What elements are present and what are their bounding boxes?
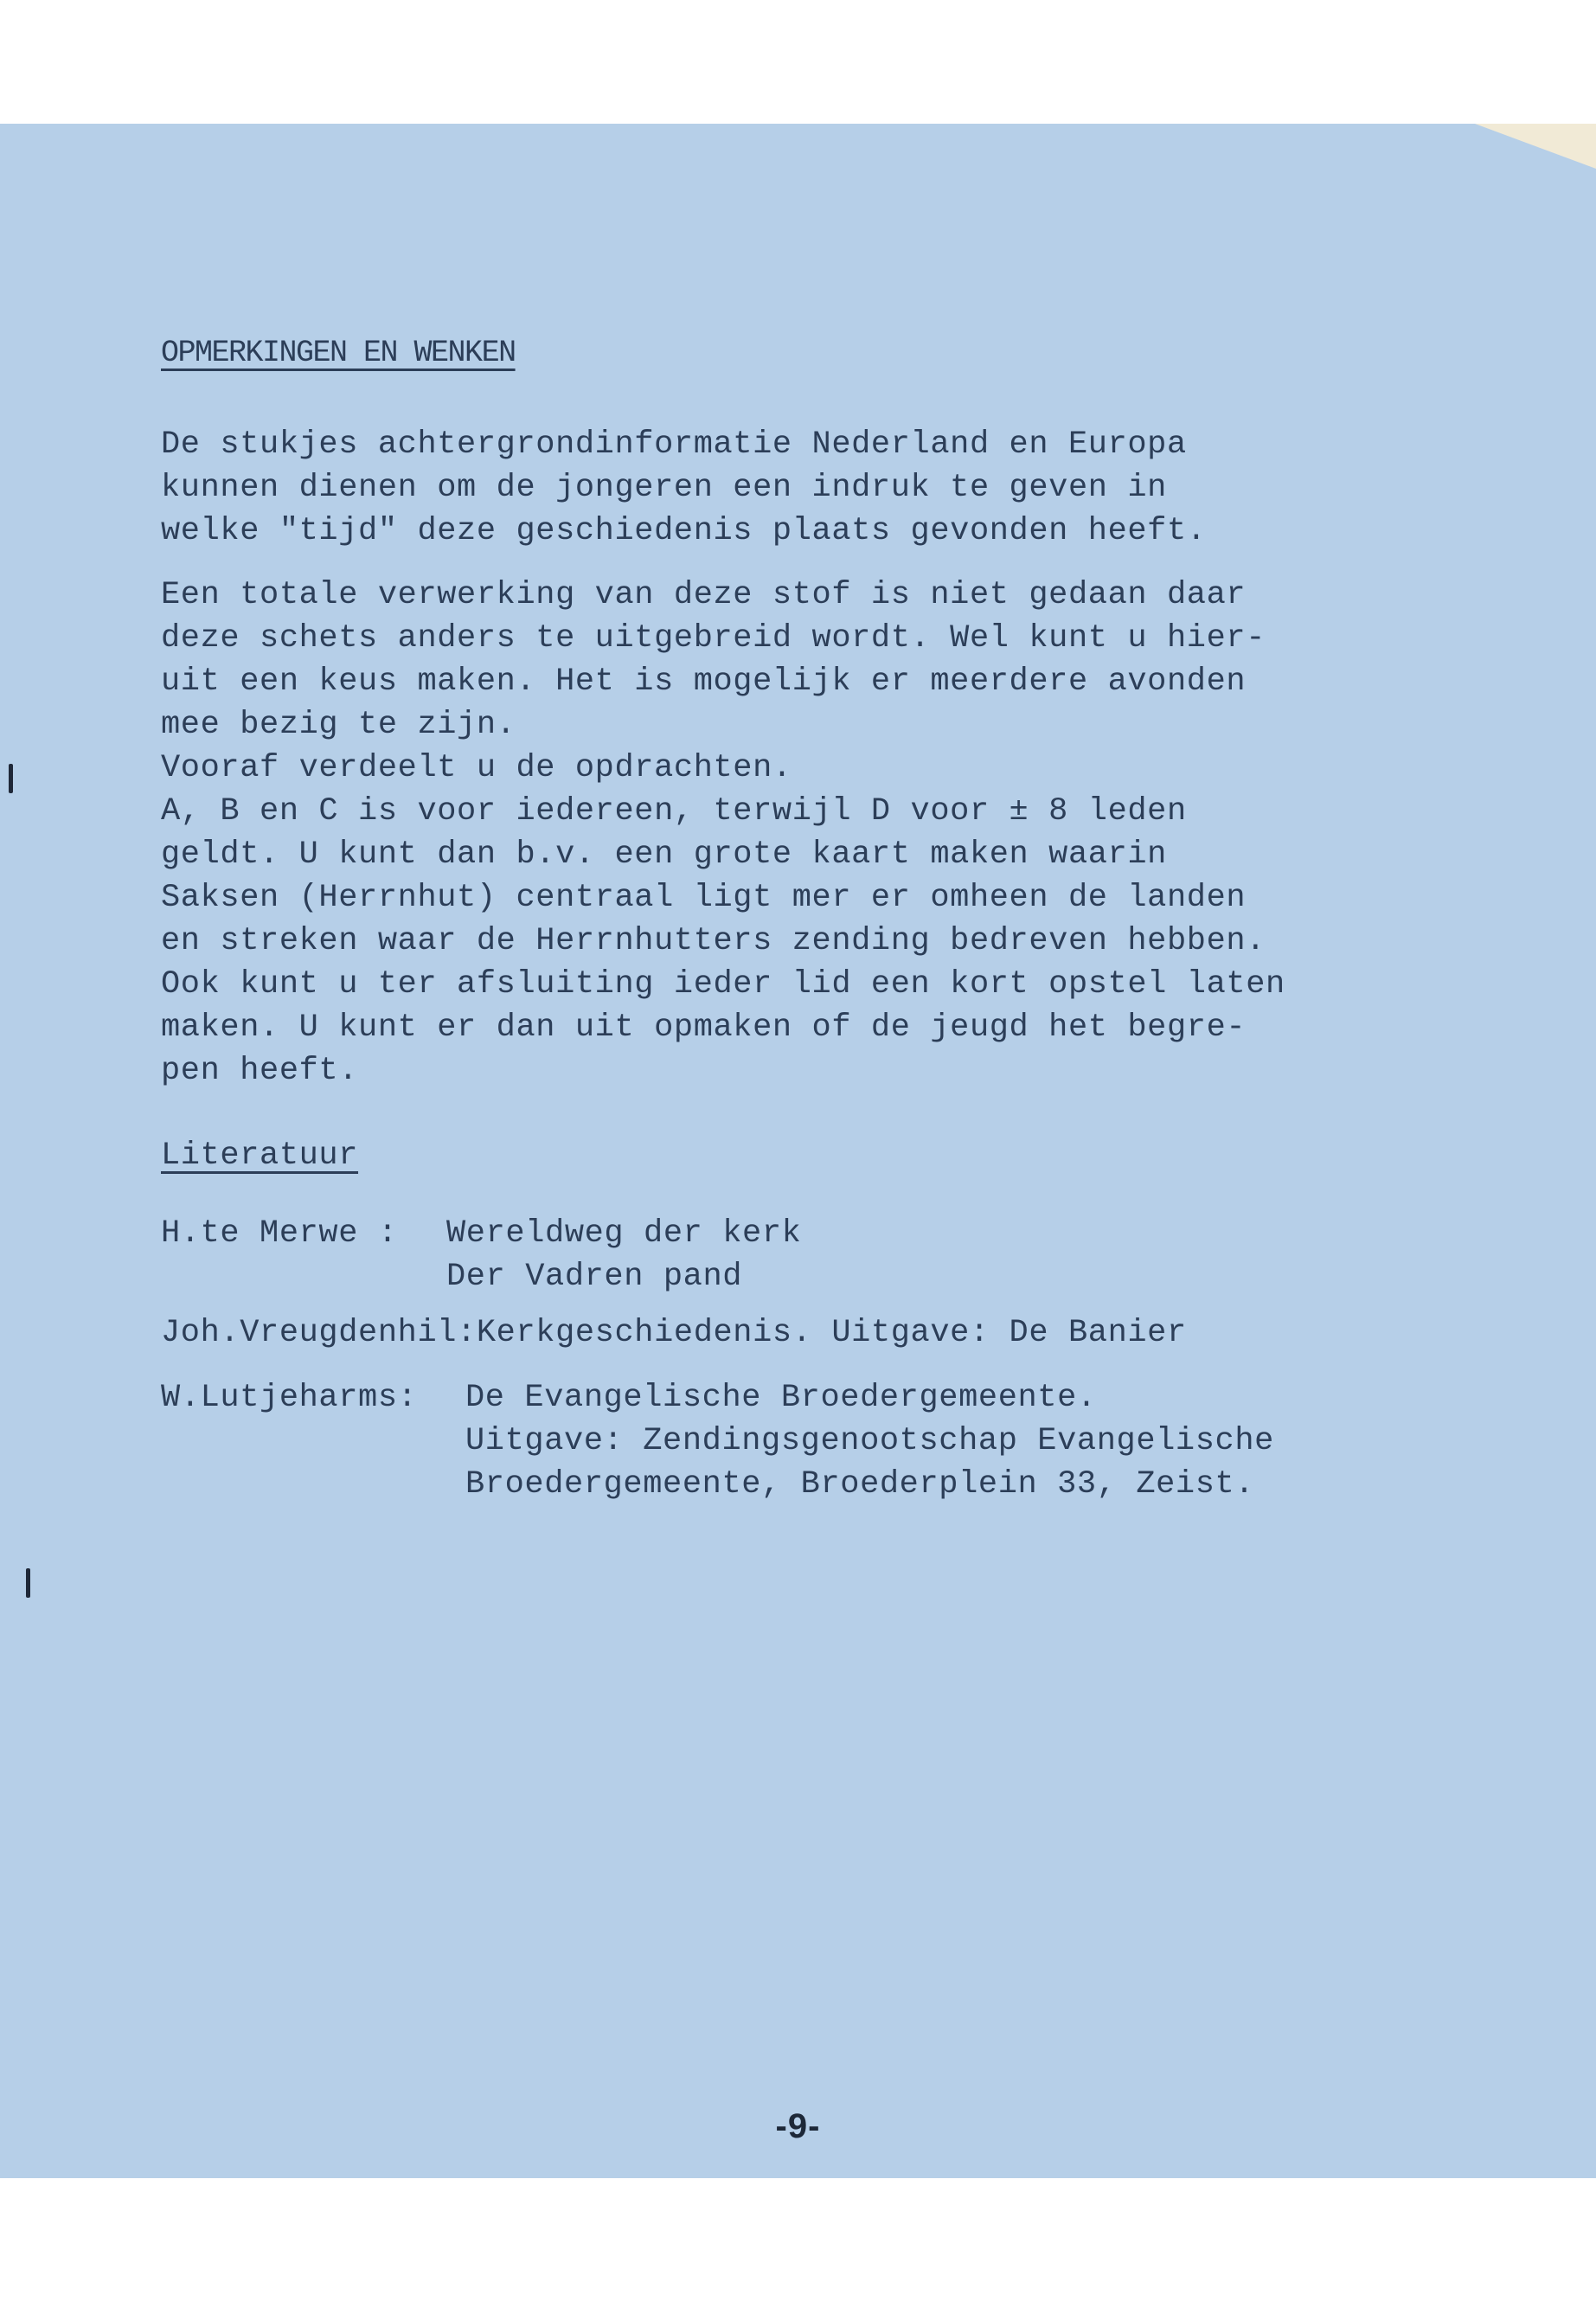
text-line: mee bezig te zijn.: [161, 707, 516, 743]
text-line: welke "tijd" deze geschiedenis plaats gevonden heeft.: [161, 513, 1207, 549]
page-number: -9-: [775, 2107, 821, 2145]
text-line: uit een keus maken. Het is mogelijk er meerdere avonden: [161, 663, 1247, 700]
literature-work: De Evangelische Broedergemeente.: [465, 1380, 1097, 1416]
text-line: A, B en C is voor iedereen, terwijl D voor ± 8 leden: [161, 793, 1187, 830]
paragraph-1: [161, 423, 1207, 553]
text-line: Vooraf verdeelt u de opdrachten.: [161, 750, 792, 786]
text-line: kunnen dienen om de jongeren een indruk te geven in: [161, 470, 1167, 506]
literature-work: Wereldweg der kerk: [446, 1215, 802, 1252]
literature-works: [446, 1212, 801, 1298]
punch-hole-mark: [9, 764, 13, 793]
text-line: Saksen (Herrnhut) centraal ligt mer er omheen de landen: [161, 880, 1247, 916]
literature-entry: [161, 1376, 1274, 1506]
literature-work: Uitgave: Zendingsgenootschap Evangelische: [465, 1423, 1274, 1459]
literature-entry: [161, 1311, 1187, 1355]
text-line: Een totale verwerking van deze stof is niet gedaan daar: [161, 577, 1247, 613]
folded-corner: [1475, 124, 1596, 169]
literature-author: Joh.Vreugdenhil:: [161, 1315, 477, 1351]
literature-heading: Literatuur: [161, 1138, 359, 1174]
literature-works: [477, 1311, 1187, 1355]
text-line: pen heeft.: [161, 1053, 359, 1089]
section-heading: OPMERKINGEN EN WENKEN: [161, 336, 516, 370]
text-line: en streken waar de Herrnhutters zending bedreven hebben.: [161, 923, 1266, 959]
paper-sheet: [0, 124, 1596, 2178]
paragraph-2: [161, 574, 1285, 1093]
punch-hole-mark: [26, 1568, 30, 1598]
text-line: Ook kunt u ter afsluiting ieder lid een kort opstel laten: [161, 966, 1285, 1003]
literature-entry: [161, 1212, 801, 1298]
text-line: deze schets anders te uitgebreid wordt. Wel kunt u hier-: [161, 620, 1266, 657]
text-line: maken. U kunt er dan uit opmaken of de jeugd het begre-: [161, 1009, 1247, 1046]
literature-author: W.Lutjeharms:: [161, 1380, 418, 1416]
literature-work: Der Vadren pand: [446, 1259, 743, 1295]
literature-works: [465, 1376, 1274, 1506]
literature-author: H.te Merwe :: [161, 1215, 398, 1252]
text-line: geldt. U kunt dan b.v. een grote kaart maken waarin: [161, 836, 1167, 873]
literature-work: Broedergemeente, Broederplein 33, Zeist.: [465, 1466, 1255, 1503]
literature-work: Kerkgeschiedenis. Uitgave: De Banier: [476, 1315, 1187, 1351]
text-line: De stukjes achtergrondinformatie Nederland en Europa: [161, 426, 1187, 463]
